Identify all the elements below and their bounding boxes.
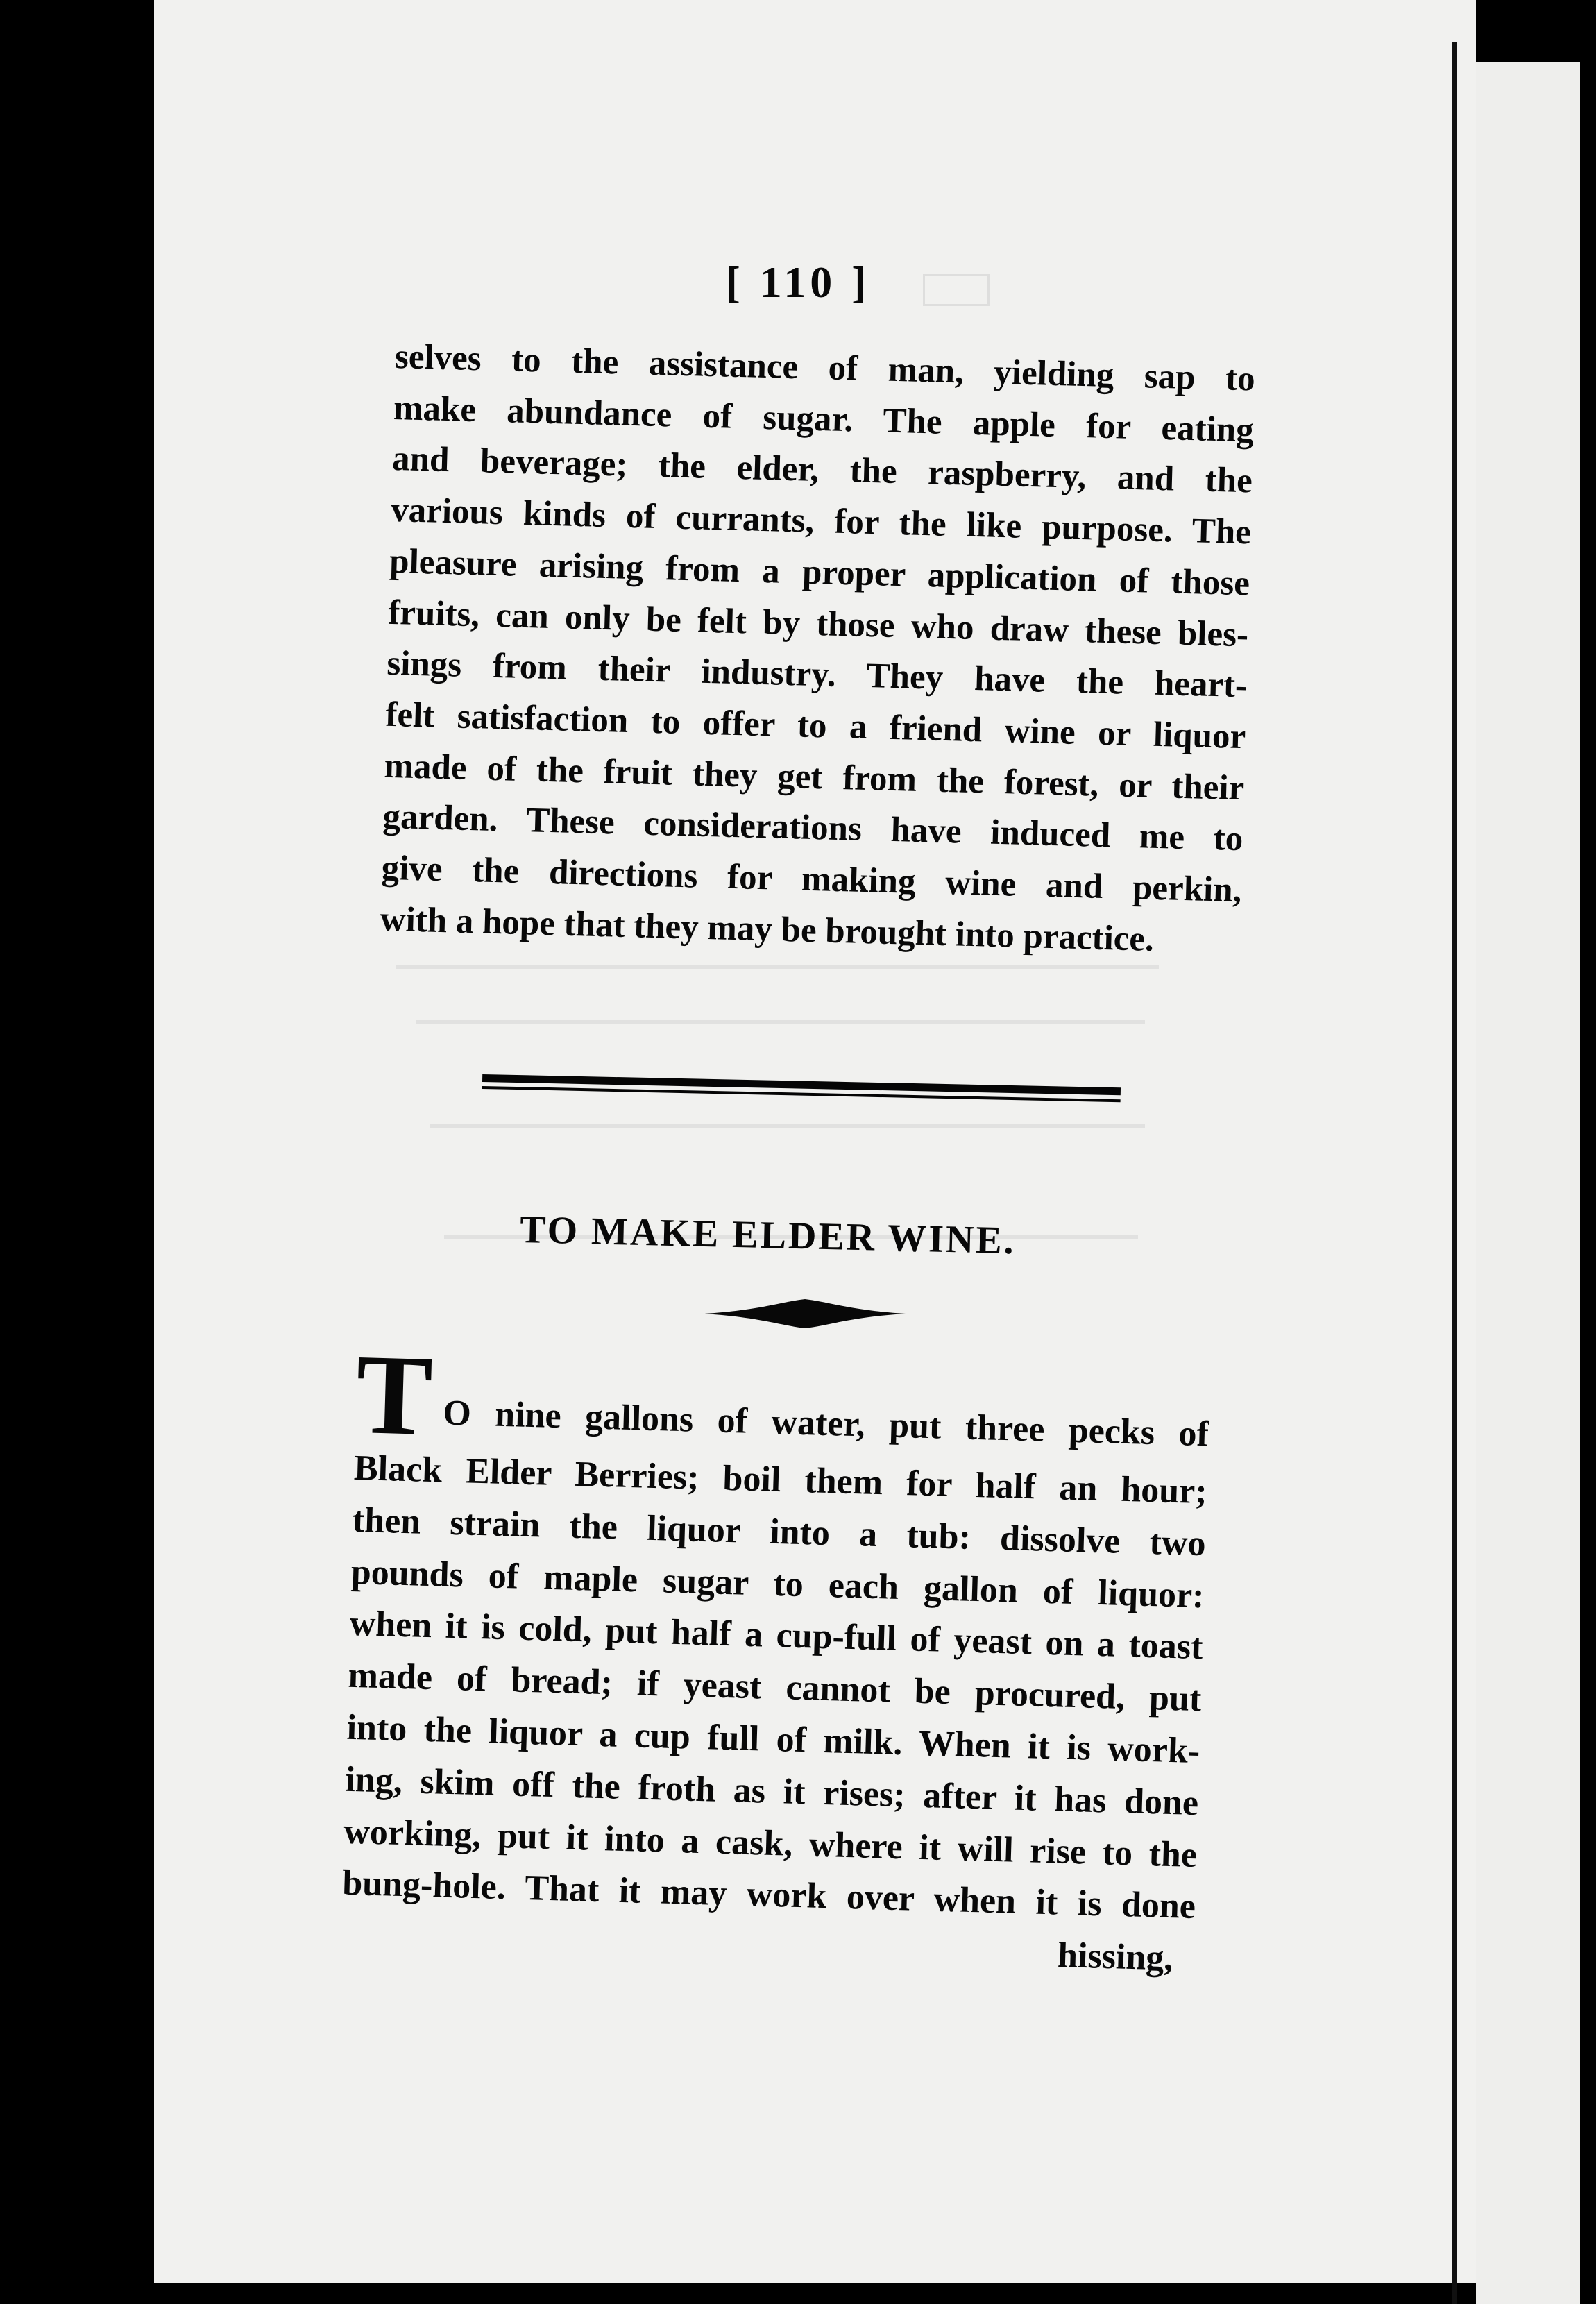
text-line: then strain the liquor into a tub: dissolve two	[352, 1500, 1207, 1564]
text-line: O nine gallons of water, put three pecks of	[442, 1393, 1209, 1455]
text-line: working, put it into a cask, where it will rise to the	[343, 1811, 1198, 1875]
text-line: garden. These considerations have induced me to	[382, 797, 1244, 859]
page-fold-shadow	[1452, 42, 1457, 2304]
text-line: make abundance of sugar. The apple for eating	[393, 388, 1255, 450]
text-line: pleasure arising from a proper application of those	[389, 541, 1250, 604]
text-line: with a hope that they may be brought into practice.	[380, 899, 1155, 959]
show-through-mark	[430, 1124, 1145, 1128]
catchword: hissing,	[1057, 1935, 1174, 1979]
text-line: Black Elder Berries; boil them for half an hour;	[353, 1448, 1208, 1512]
drop-cap-letter: T	[354, 1330, 434, 1460]
text-line: selves to the assistance of man, yielding sap to	[394, 337, 1256, 399]
show-through-mark	[416, 1020, 1145, 1024]
text-line: give the directions for making wine and perkin,	[381, 848, 1243, 910]
text-line: into the liquor a cup full of milk. When it is work-	[346, 1707, 1200, 1772]
text-line: and beverage; the elder, the raspberry, and the	[391, 439, 1253, 501]
text-line: felt satisfaction to offer to a friend wine or liquor	[384, 695, 1246, 757]
text-line: fruits, can only be felt by those who draw these bles-	[387, 593, 1249, 654]
show-through-mark	[396, 965, 1159, 969]
text-line: when it is cold, put half a cup-full of yeast on a toast	[349, 1604, 1204, 1668]
text-line: made of bread; if yeast cannot be procured, put	[347, 1656, 1203, 1720]
text-line: various kinds of currants, for the like purpose. The	[390, 491, 1252, 552]
page-number: [ 110 ]	[725, 257, 871, 307]
ornamental-dash-icon	[704, 1296, 906, 1331]
text-line: bung-hole. That it may work over when it is done	[341, 1863, 1196, 1927]
text-line: ing, skim off the froth as it rises; after it has done	[344, 1759, 1199, 1823]
text-line: sings from their industry. They have the heart-	[386, 644, 1248, 706]
scan-border	[1580, 0, 1596, 2304]
body-paragraph	[380, 332, 1256, 968]
recipe-paragraph	[341, 1330, 1210, 1933]
text-line: pounds of maple sugar to each gallon of liquor:	[350, 1552, 1205, 1616]
facing-page-edge	[1476, 62, 1580, 2304]
text-line: made of the fruit they get from the forest, or their	[383, 746, 1245, 808]
section-heading: TO MAKE ELDER WINE.	[519, 1208, 1017, 1263]
